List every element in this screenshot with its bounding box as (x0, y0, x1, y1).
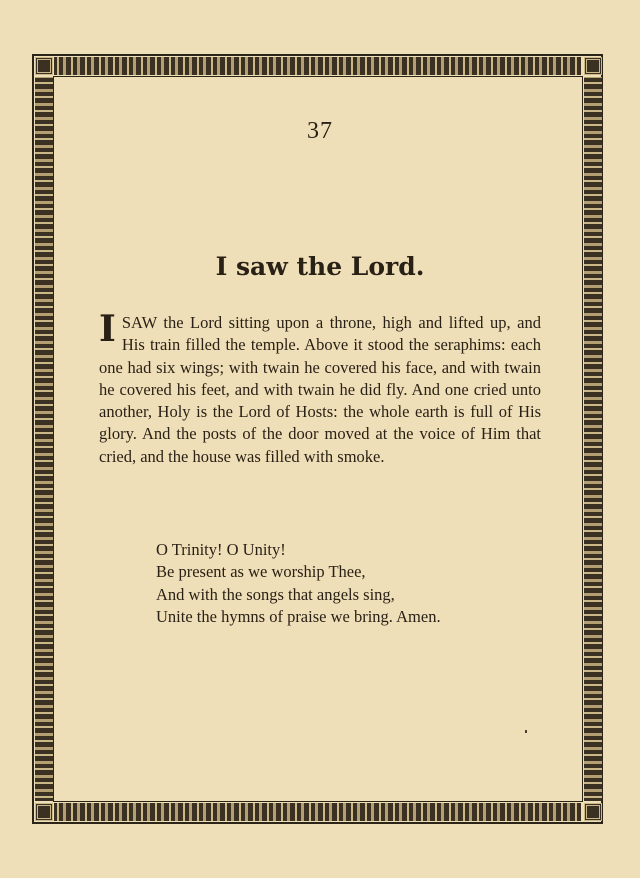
page-title: I saw the Lord. (215, 252, 425, 281)
border-band-bottom (54, 803, 581, 821)
border-band-right (584, 77, 602, 801)
border-corner-top-left (35, 57, 53, 75)
border-corner-top-right (584, 57, 602, 75)
hymn-verse (156, 539, 556, 628)
verse-line: And with the songs that angels sing, (156, 584, 395, 604)
border-band-left (35, 77, 53, 801)
border-corner-bottom-right (584, 803, 602, 821)
ink-speck (525, 730, 527, 733)
verse-line: Be present as we worship Thee, (156, 562, 366, 582)
page-number: 37 (307, 118, 333, 144)
scripture-paragraph (99, 308, 541, 468)
verse-line: Unite the hymns of praise we bring. Amen. (156, 606, 441, 626)
paragraph-text: SAW the Lord sitting upon a throne, high and lifted up, and His train filled the temple. Above it stood the seraphims: each one had six wings; with twain he covered his face, and with twain he covered his feet, and with twain he did fly. And one cried unto another, Holy is the Lord of Hosts: the whole earth is full of His glory. And the posts of the door moved at the voice of Him that cried, and the house was filled with smoke. (99, 313, 541, 466)
dropcap-initial: I (99, 308, 116, 350)
verse-line: O Trinity! O Unity! (156, 540, 286, 559)
border-corner-bottom-left (35, 803, 53, 821)
border-band-top (54, 57, 581, 75)
